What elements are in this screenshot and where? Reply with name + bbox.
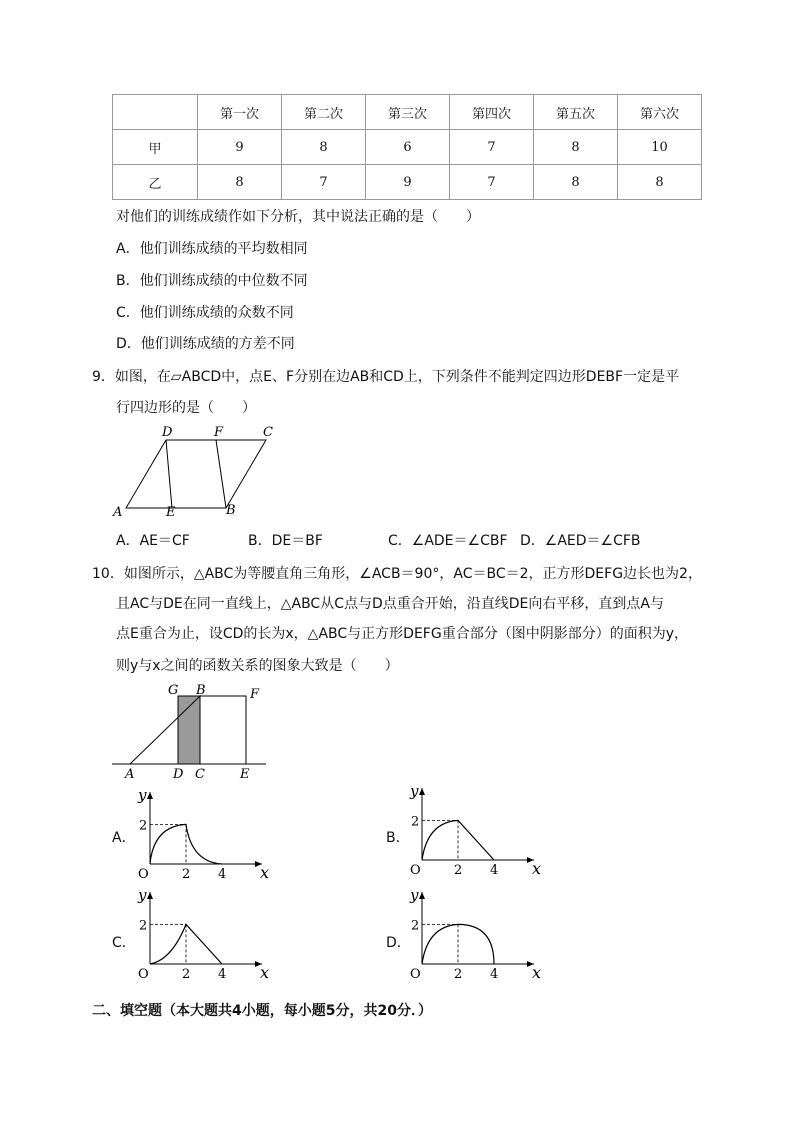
x-tick-label: 4: [218, 867, 227, 882]
label-e: E: [166, 505, 176, 520]
q9-option-d: D．∠AED＝∠CFB: [520, 533, 641, 549]
segment-de: [166, 440, 172, 508]
x-tick-label: 2: [454, 967, 463, 982]
x-axis-label: x: [260, 863, 270, 882]
table-header-cell: 第五次: [534, 95, 618, 130]
table-header-row: [113, 95, 702, 130]
label-d: D: [173, 767, 184, 782]
label-c: C: [195, 767, 205, 782]
q8-option-c: C．他们训练成绩的众数不同: [116, 305, 294, 321]
table-header-cell: 第六次: [618, 95, 702, 130]
table-cell: 7: [450, 165, 534, 200]
q10-stem-line3: 点E重合为止，设CD的长为x，△ABC与正方形DEFG重合部分（图中阴影部分）的面积为y，: [116, 626, 688, 642]
q10-option-d-letter: D．: [386, 935, 411, 951]
table-row: [113, 130, 702, 165]
origin-label: O: [138, 967, 149, 982]
y-axis-label: y: [410, 886, 419, 904]
y-axis-arrow: [147, 792, 153, 799]
y-axis-arrow: [419, 788, 425, 795]
label-d: D: [162, 425, 173, 440]
q8-option-d: D．他们训练成绩的方差不同: [116, 336, 295, 352]
score-table: [112, 94, 702, 200]
q10-option-a-letter: A．: [112, 830, 136, 846]
q10-stem-line4: 则y与x之间的函数关系的图象大致是（ ）: [116, 658, 399, 674]
label-a: A: [113, 505, 123, 520]
q10-stem-line2: 且AC与DE在同一直线上，△ABC从C点与D点重合开始，沿直线DE向右平移，直到点A与: [116, 596, 664, 612]
table-cell: 8: [198, 165, 282, 200]
x-tick-label: 4: [490, 863, 499, 878]
table-cell: 8: [618, 165, 702, 200]
table-header-cell: 第四次: [450, 95, 534, 130]
q9-parallelogram-figure: [100, 420, 290, 520]
q9-option-c: C．∠ADE＝∠CBF: [388, 533, 508, 549]
label-b: B: [226, 503, 236, 518]
graph-option-d: [406, 884, 546, 990]
q8-stem: 对他们的训练成绩作如下分析，其中说法正确的是（ ）: [116, 209, 480, 225]
q10-stem-line1: 10．如图所示，△ABC为等腰直角三角形，∠ACB＝90°，AC＝BC＝2，正方形DEFG边长也为2，: [92, 566, 702, 582]
x-axis-label: x: [260, 963, 270, 982]
x-tick-label: 4: [490, 967, 499, 982]
table-header-cell: 第三次: [366, 95, 450, 130]
table-cell: 8: [282, 130, 366, 165]
table-header-cell: [113, 95, 198, 130]
row-label: 甲: [113, 130, 198, 165]
q10-option-c-letter: C．: [112, 935, 136, 951]
table-cell: 10: [618, 130, 702, 165]
section2-title: 二、填空题（本大题共4小题，每小题5分，共20分．）: [92, 1003, 432, 1019]
label-a: A: [125, 767, 135, 782]
x-tick-label: 4: [218, 967, 227, 982]
table-cell: 8: [534, 130, 618, 165]
x-tick-label: 2: [182, 967, 191, 982]
label-f: F: [214, 425, 224, 440]
table-row: [113, 165, 702, 200]
q10-option-b-letter: B．: [386, 830, 410, 846]
y-axis-label: y: [138, 786, 147, 804]
x-tick-label: 2: [454, 863, 463, 878]
origin-label: O: [138, 867, 149, 882]
table-cell: 7: [282, 165, 366, 200]
q10-triangle-square-figure: [110, 678, 270, 782]
x-axis-label: x: [532, 963, 542, 982]
q9-option-b: B．DE＝BF: [248, 533, 323, 549]
table-cell: 7: [450, 130, 534, 165]
q8-option-a: A．他们训练成绩的平均数相同: [116, 241, 308, 257]
table-cell: 9: [366, 165, 450, 200]
graph-option-b: [406, 780, 546, 884]
segment-fb: [216, 440, 226, 508]
q9-stem-line1: 9．如图，在▱ABCD中，点E、F分别在边AB和CD上，下列条件不能判定四边形DEBF一定是平: [92, 369, 680, 385]
y-axis-label: y: [138, 886, 147, 904]
q8-option-b: B．他们训练成绩的中位数不同: [116, 273, 308, 289]
x-axis-label: x: [532, 859, 542, 878]
y-axis-label: y: [410, 782, 419, 800]
label-e: E: [240, 767, 250, 782]
table-cell: 6: [366, 130, 450, 165]
y-axis-arrow: [147, 892, 153, 899]
label-f: F: [250, 687, 260, 702]
y-tick-label: 2: [139, 818, 148, 834]
origin-label: O: [410, 967, 421, 982]
y-axis-arrow: [419, 892, 425, 899]
table-header-cell: 第二次: [282, 95, 366, 130]
q9-stem-line2: 行四边形的是（ ）: [116, 400, 256, 416]
table-cell: 9: [198, 130, 282, 165]
y-tick-label: 2: [411, 814, 420, 830]
parallelogram-abcd: [126, 440, 266, 508]
q9-option-a: A．AE＝CF: [116, 533, 190, 549]
graph-option-c: [134, 884, 270, 990]
graph-option-a: [134, 784, 270, 888]
row-label: 乙: [113, 165, 198, 200]
label-c: C: [263, 425, 273, 440]
origin-label: O: [410, 863, 421, 878]
label-g: G: [168, 683, 179, 698]
label-b: B: [196, 683, 206, 698]
table-cell: 8: [534, 165, 618, 200]
y-tick-label: 2: [411, 918, 420, 934]
y-tick-label: 2: [139, 918, 148, 934]
x-tick-label: 2: [182, 867, 191, 882]
table-header-cell: 第一次: [198, 95, 282, 130]
